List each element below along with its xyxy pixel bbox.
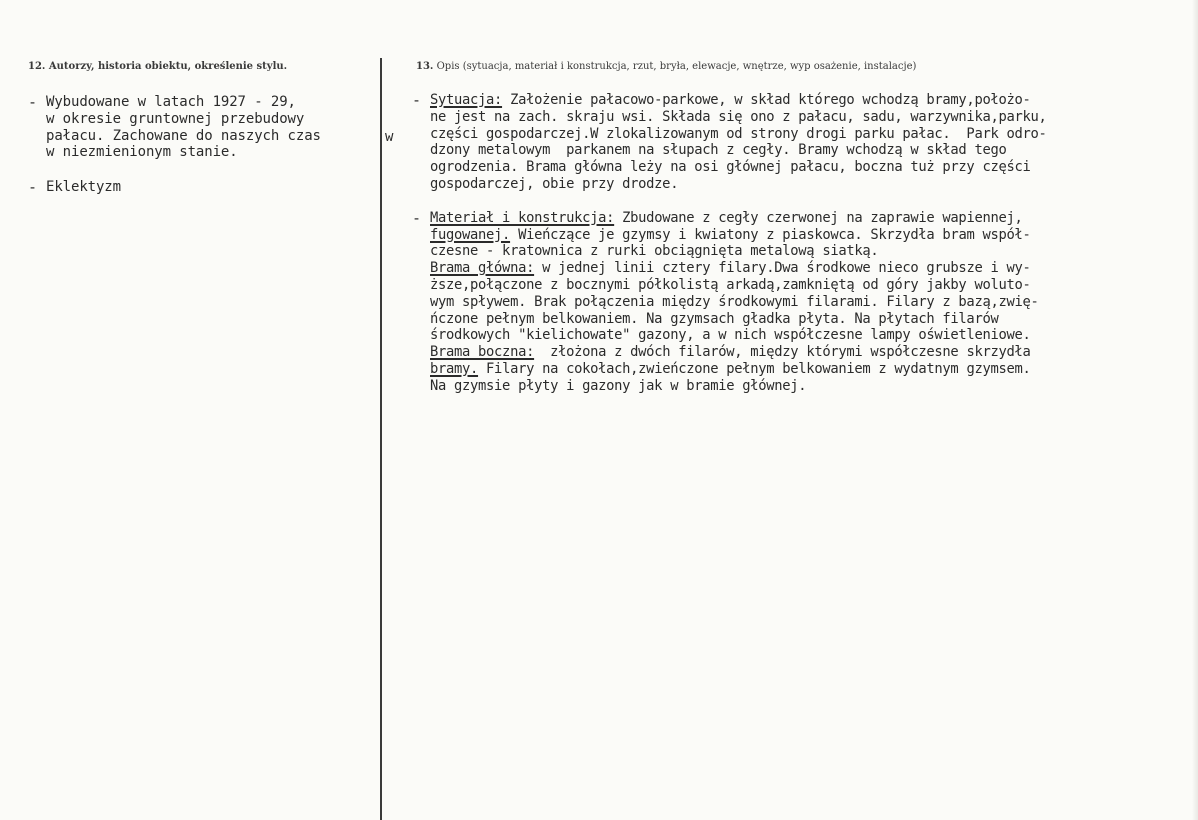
brama-boczna-line: bramy. Filary na cokołach,zwieńczone pełnym belkowaniem z wydatnym gzymsem. bbox=[430, 360, 1031, 377]
history-line: Wybudowane w latach 1927 - 29, bbox=[46, 94, 296, 110]
brama-glowna-line: Brama główna: w jednej linii cztery filary.Dwa środkowe nieco grubsze i wy- bbox=[430, 260, 1031, 277]
section-13-header bbox=[416, 61, 916, 72]
sytuacja-line: ogrodzenia. Brama główna leży na osi głównej pałacu, boczna tuż przy części bbox=[430, 159, 1031, 176]
sytuacja-line: ne jest na zach. skraju wsi. Składa się ono z pałacu, sadu, warzywnika,parku, bbox=[430, 108, 1047, 125]
sytuacja-entry bbox=[412, 92, 1187, 193]
brama-glowna-heading: Brama główna: bbox=[430, 260, 535, 277]
style-value: Eklektyzm bbox=[46, 179, 121, 196]
bullet-dash: - bbox=[412, 208, 422, 227]
sytuacja-line: Sytuacja: Założenie pałacowo-parkowe, w skład którego wchodzą bramy,położo- bbox=[430, 92, 1031, 108]
bullet-dash: - bbox=[28, 93, 38, 111]
description-column bbox=[412, 92, 1187, 395]
sytuacja-line: części gospodarczej.W zlokalizowanym od strony drogi parku pałac. Park odro- bbox=[430, 125, 1047, 142]
material-entry bbox=[412, 210, 1187, 395]
brama-glowna-line: wym spływem. Brak połączenia między środkowymi filarami. Filary z bazą,zwię- bbox=[430, 293, 1039, 310]
bullet-dash: - bbox=[28, 178, 38, 197]
brama-boczna-line: Na gzymsie płyty i gazony jak w bramie głównej. bbox=[430, 377, 807, 394]
sytuacja-heading: Sytuacja: bbox=[430, 92, 503, 108]
section-12-header: 12. Autorzy, historia obiektu, określenie stylu. bbox=[28, 61, 288, 72]
sytuacja-line: gospodarczej, obie przy drodze. bbox=[430, 175, 679, 192]
history-line: w niezmienionym stanie. bbox=[46, 144, 238, 161]
brama-boczna-heading: Brama boczna: bbox=[430, 344, 535, 361]
history-column bbox=[28, 94, 373, 196]
history-overflow-char: w bbox=[385, 129, 394, 145]
page-edge bbox=[1192, 0, 1198, 820]
style-entry bbox=[28, 179, 373, 196]
history-line: pałacu. Zachowane do naszych czas bbox=[46, 127, 321, 144]
material-line: czesne - kratownica z rurki obciągnięta metalową siatką. bbox=[430, 243, 879, 260]
history-entry bbox=[28, 94, 373, 161]
history-line: w okresie gruntownej przebudowy bbox=[46, 110, 305, 127]
brama-glowna-line: środkowych "kielichowate" gazony, a w nich współczesne lampy oświetleniowe. bbox=[430, 327, 1031, 344]
section-13-label: Opis (sytuacja, materiał i konstrukcja, rzut, bryła, elewacje, wnętrze, wyp osażenie, instalacje) bbox=[436, 61, 917, 72]
column-divider bbox=[380, 58, 382, 820]
material-heading: Materiał i konstrukcja: bbox=[430, 209, 615, 226]
sytuacja-line: dzony metalowym parkanem na słupach z cegły. Bramy wchodzą w skład tego bbox=[430, 142, 1007, 159]
section-13-number: 13. bbox=[416, 61, 434, 72]
material-line: Materiał i konstrukcja: Zbudowane z cegły czerwonej na zaprawie wapiennej, bbox=[430, 209, 1023, 226]
brama-glowna-line: ńczone pełnym belkowaniem. Na gzymsach gładka płyta. Na płytach filarów bbox=[430, 310, 999, 327]
material-line: fugowanej. Wieńczące je gzymsy i kwiatony z piaskowca. Skrzydła bram współ- bbox=[430, 226, 1031, 243]
brama-boczna-line: Brama boczna: złożona z dwóch filarów, między którymi współczesne skrzydła bbox=[430, 344, 1031, 361]
bullet-dash: - bbox=[412, 91, 422, 109]
brama-glowna-line: ższe,połączone z bocznymi półkolistą arkadą,zamkniętą od góry jakby woluto- bbox=[430, 276, 1031, 293]
